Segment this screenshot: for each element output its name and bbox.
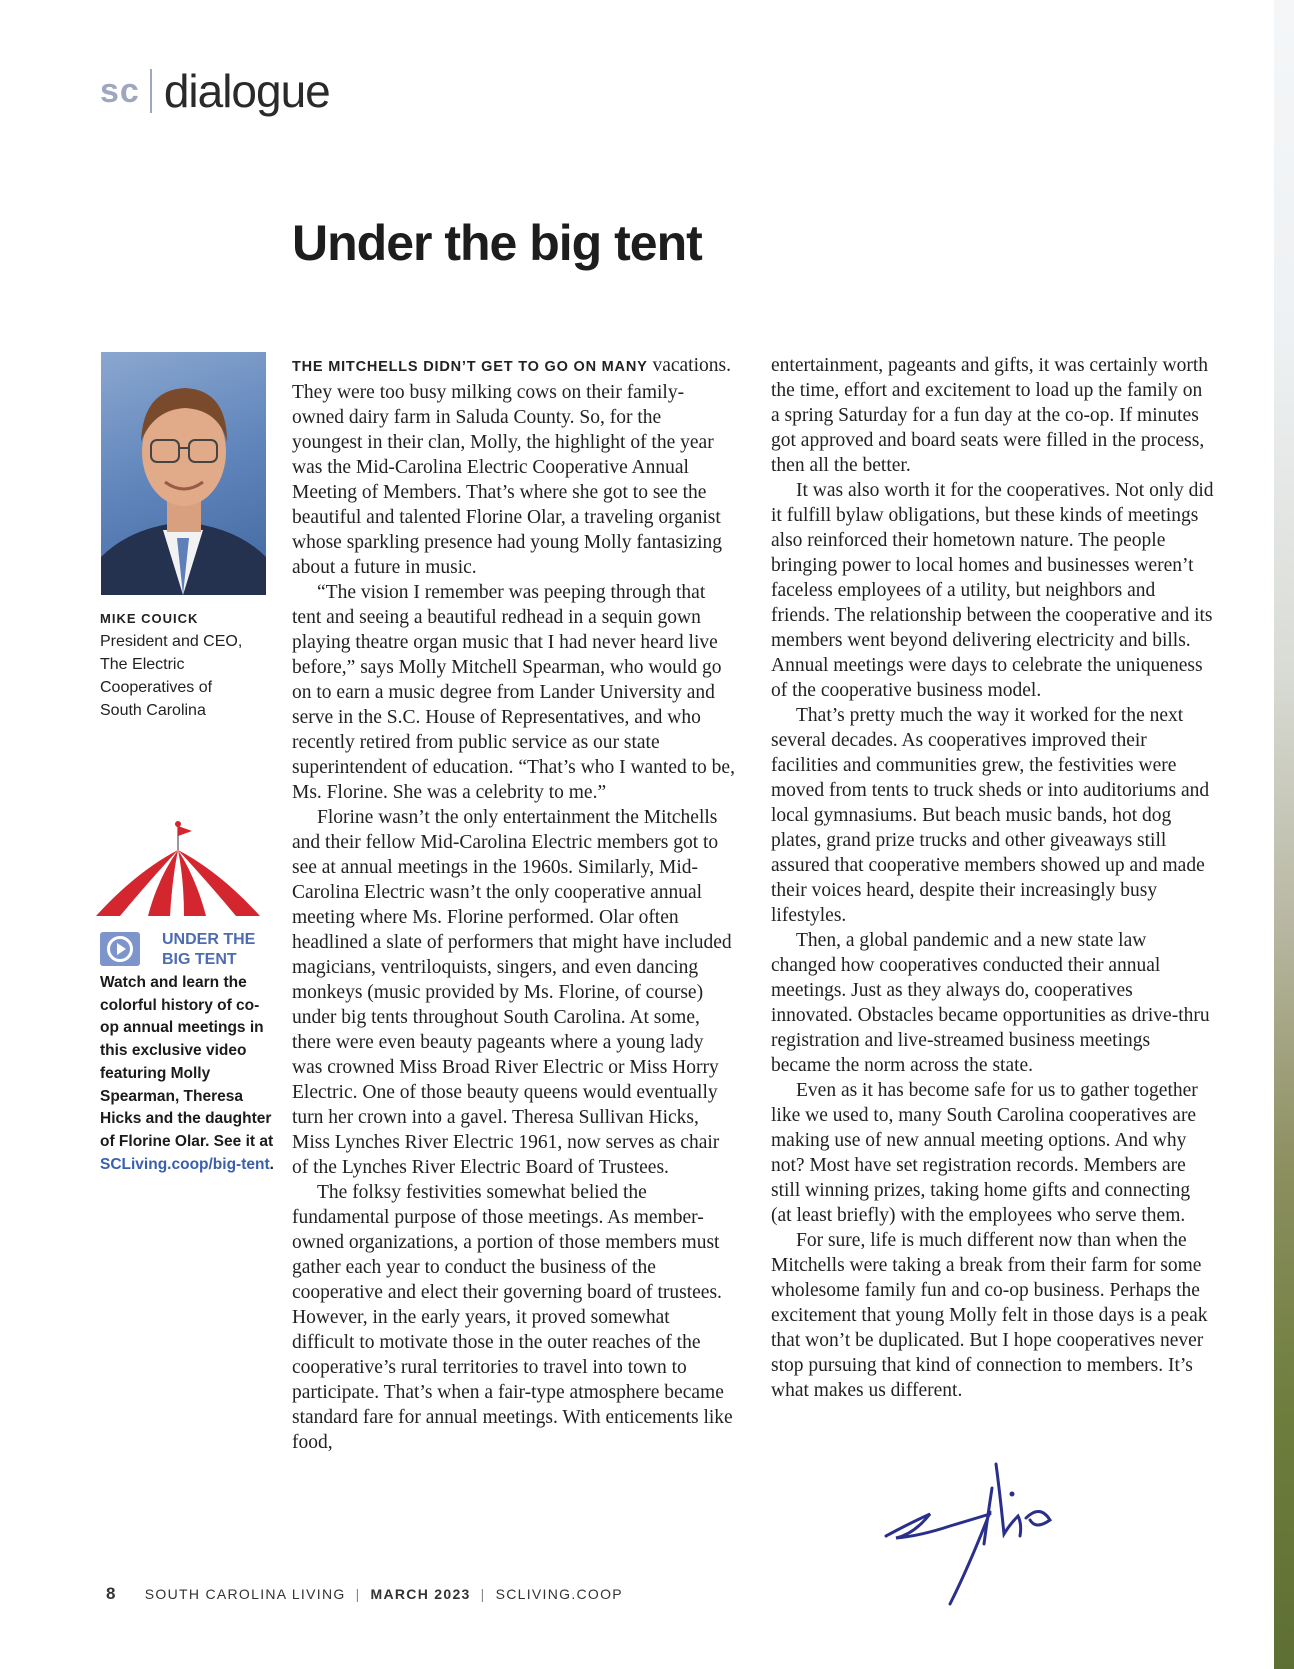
article-paragraph: The folksy festivities somewhat belied the fundamental purpose of those meetings. As member-owned organizations, a portion of those members must gather each year to conduct the business of the cooperative and elect their governing board of trustees. However, in the early years, it proved somewhat difficult to motivate those in the outer reaches of the cooperative’s rural territories to travel into town to participate. That’s when a fair-type atmosphere became standard fare for annual meetings. With enticements like food, <box>292 1182 733 1453</box>
article-paragraph <box>292 353 735 580</box>
video-promo <box>100 930 278 1176</box>
author-caption <box>100 607 270 722</box>
article-column-1 <box>292 353 735 1455</box>
promo-body <box>100 972 278 1176</box>
article-headline: Under the big tent <box>292 215 702 271</box>
website: SCLIVING.COOP <box>495 1586 623 1602</box>
header-divider <box>150 69 152 113</box>
lead-in: THE MITCHELLS DIDN’T GET TO GO ON MANY <box>292 359 648 375</box>
adjacent-page-photo <box>1274 0 1294 1669</box>
promo-text: Watch and learn the colorful history of co-op annual meetings in this exclusive video featuring Molly Spearman, Theresa Hicks and the daughter of Florine Olar. See it at <box>100 974 274 1150</box>
article-paragraph: That’s pretty much the way it worked for the next several decades. As cooperatives improved their facilities and communities grew, the festivities were moved from tents to truck sheds or into auditoriums and local gymnasiums. But beach music bands, hot dog plates, grand prize trucks and other giveaways still assured that cooperative members showed up and made their voices heard, despite their increasingly busy lifestyles. <box>771 705 1210 926</box>
signature <box>880 1454 1100 1614</box>
tent-icon <box>96 820 260 920</box>
paragraph-text: vacations. They were too busy milking cows on their family-owned dairy farm in Saluda County. So, for the youngest in their clan, Molly, the highlight of the year was the Mid-Carolina Electric Cooperative Annual Meeting of Members. That’s where she got to see the beautiful and talented Florine Olar, a traveling organist whose sparkling presence had young Molly fantasizing about a future in music. <box>292 355 731 578</box>
author-name: MIKE COUICK <box>100 611 199 626</box>
article-paragraph: It was also worth it for the cooperatives. Not only did it fulfill bylaw obligations, but these kinds of meetings also reinforced their hometown nature. The people bringing power to local homes and businesses weren’t faceless employees of a utility, but neighbors and friends. The relationship between the cooperative and its members went beyond delivering electricity and bills. Annual meetings were days to celebrate the uniqueness of the cooperative business model. <box>771 480 1214 701</box>
footer-separator: | <box>355 1586 361 1602</box>
article-paragraph: entertainment, pageants and gifts, it was certainly worth the time, effort and excitement to load up the family on a spring Saturday for a fun day at the co-op. If minutes got approved and board seats were filled in the process, then all the better. <box>771 355 1208 476</box>
section-name: dialogue <box>163 65 330 117</box>
article-paragraph: “The vision I remember was peeping through that tent and seeing a beautiful redhead in a sequin gown playing theatre organ music that I had never heard live before,” says Molly Mitchell Spearman, who would go on to earn a music degree from Lander University and serve in the S.C. House of Representatives, and who recently retired from public service as our state superintendent of education. “That’s who I wanted to be, Ms. Florine. She was a celebrity to me.” <box>292 582 735 803</box>
section-short: sc <box>100 71 140 110</box>
article-column-2 <box>771 353 1214 1403</box>
publication-name: SOUTH CAROLINA LIVING <box>144 1586 346 1602</box>
article-paragraph: Then, a global pandemic and a new state law changed how cooperatives conducted their annual meetings. Just as they always do, cooperatives innovated. Obstacles became opportunities as drive-thru registration and live-streamed business meetings became the norm across the state. <box>771 930 1210 1076</box>
promo-title-line: BIG TENT <box>162 951 237 968</box>
author-title-line: South Carolina <box>100 702 206 719</box>
page-footer <box>106 1584 623 1604</box>
page-number: 8 <box>106 1584 117 1603</box>
author-title-line: The Electric <box>100 656 185 673</box>
article-paragraph: Florine wasn’t the only entertainment the Mitchells and their fellow Mid-Carolina Electric members got to see at annual meetings in the 1960s. Similarly, Mid-Carolina Electric wasn’t the only cooperative annual meeting where Ms. Florine performed. Olar often headlined a slate of performers that might have included magicians, ventriloquists, singers, and even dancing monkeys (music provided by Ms. Florine, of course) under big tents throughout South Carolina. At some, there were even beauty pageants where a young lady was crowned Miss Broad River Electric or Miss Horry Electric. One of those beauty queens would eventually turn her crown into a gavel. Theresa Sullivan Hicks, Miss Lynches River Electric 1961, now serves as chair of the Lynches River Electric Board of Trustees. <box>292 807 732 1178</box>
author-title-line: Cooperatives of <box>100 679 213 696</box>
footer-separator: | <box>480 1586 486 1602</box>
promo-title-line: UNDER THE <box>162 931 256 948</box>
issue-date: MARCH 2023 <box>370 1586 471 1602</box>
section-header <box>100 64 330 118</box>
author-photo <box>101 352 266 595</box>
author-title-line: President and CEO, <box>100 633 243 650</box>
promo-link[interactable]: SCLiving.coop/big-tent <box>100 1155 270 1173</box>
promo-title <box>162 930 255 970</box>
author-photo-illustration <box>101 352 266 595</box>
promo-link-tail: . <box>269 1155 274 1173</box>
article-paragraph: Even as it has become safe for us to gather together like we used to, many South Carolina cooperatives are making use of new annual meeting options. And why not? Most have set registration records. Members are still winning prizes, taking home gifts and connecting (at least briefly) with the employees who serve them. <box>771 1080 1198 1226</box>
article-paragraph: For sure, life is much different now than when the Mitchells were taking a break from their farm for some wholesome family fun and co-op business. Perhaps the excitement that young Molly felt in those days is a peak that won’t be duplicated. But I hope cooperatives never stop pursuing that kind of connection to members. It’s what makes us different. <box>771 1230 1208 1401</box>
play-icon[interactable] <box>100 932 140 966</box>
